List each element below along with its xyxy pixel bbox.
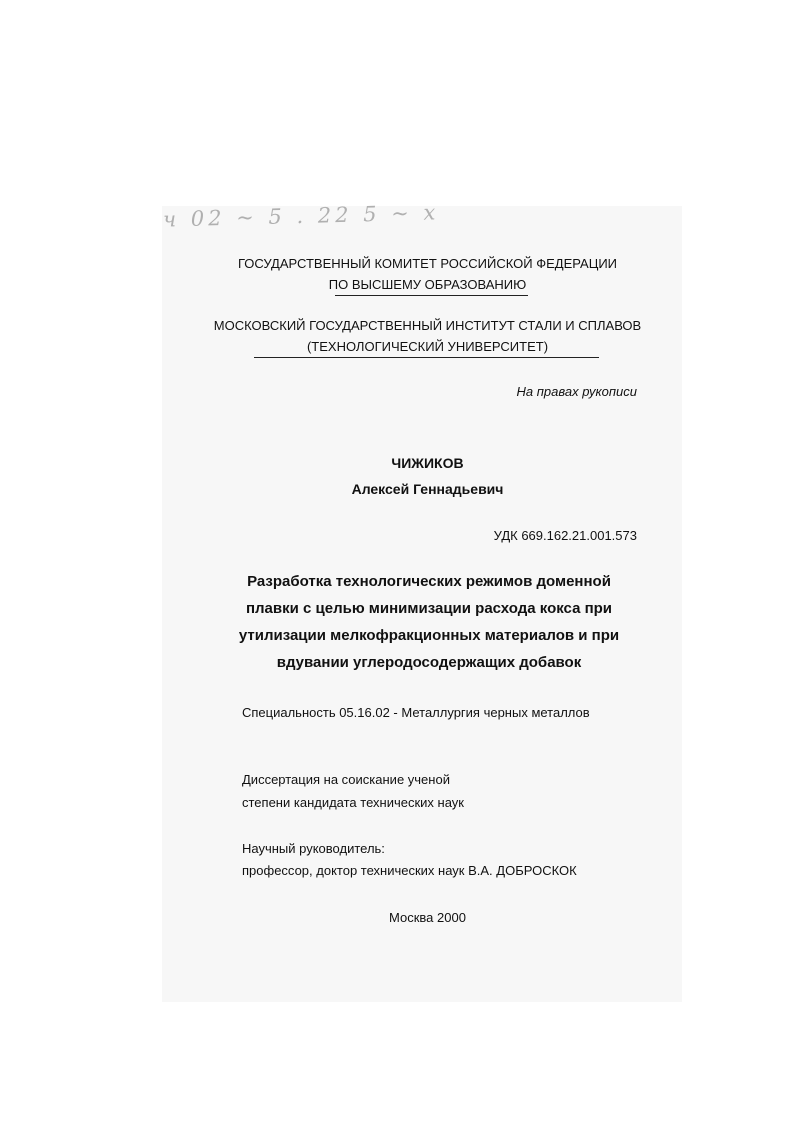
committee-line-1: ГОСУДАРСТВЕННЫЙ КОМИТЕТ РОССИЙСКОЙ ФЕДЕРАЦИИ (237, 256, 618, 271)
institute-underline (254, 357, 599, 358)
author-surname: ЧИЖИКОВ (391, 455, 464, 471)
committee-underline (335, 295, 528, 296)
institute-line-2: (ТЕХНОЛОГИЧЕСКИЙ УНИВЕРСИТЕТ) (306, 339, 549, 354)
supervisor-name: профессор, доктор технических наук В.А. ДОБРОСКОК (242, 863, 577, 878)
place-year: Москва 2000 (389, 910, 466, 925)
udc-code: УДК 669.162.21.001.573 (493, 528, 637, 543)
title-line: утилизации мелкофракционных материалов и при (238, 627, 620, 644)
dissertation-line-2: степени кандидата технических наук (242, 795, 464, 810)
supervisor-label: Научный руководитель: (242, 841, 385, 856)
handwritten-archive-mark: ч 02 ~ 5 . 22 5 ~ х (162, 200, 440, 232)
specialty: Специальность 05.16.02 - Металлургия черных металлов (242, 705, 590, 720)
title-line: плавки с целью минимизации расхода кокса при (245, 600, 613, 617)
title-line: Разработка технологических режимов доменной (247, 573, 611, 590)
dissertation-line-1: Диссертация на соискание ученой (242, 772, 450, 787)
committee-line-2: ПО ВЫСШЕМУ ОБРАЗОВАНИЮ (328, 277, 527, 292)
title-line: вдувании углеродосодержащих добавок (276, 654, 582, 671)
institute-line-1: МОСКОВСКИЙ ГОСУДАРСТВЕННЫЙ ИНСТИТУТ СТАЛИ И СПЛАВОВ (213, 318, 642, 333)
dissertation-title (229, 568, 629, 676)
manuscript-note: На правах рукописи (516, 384, 637, 399)
author-given-names: Алексей Геннадьевич (351, 481, 504, 497)
